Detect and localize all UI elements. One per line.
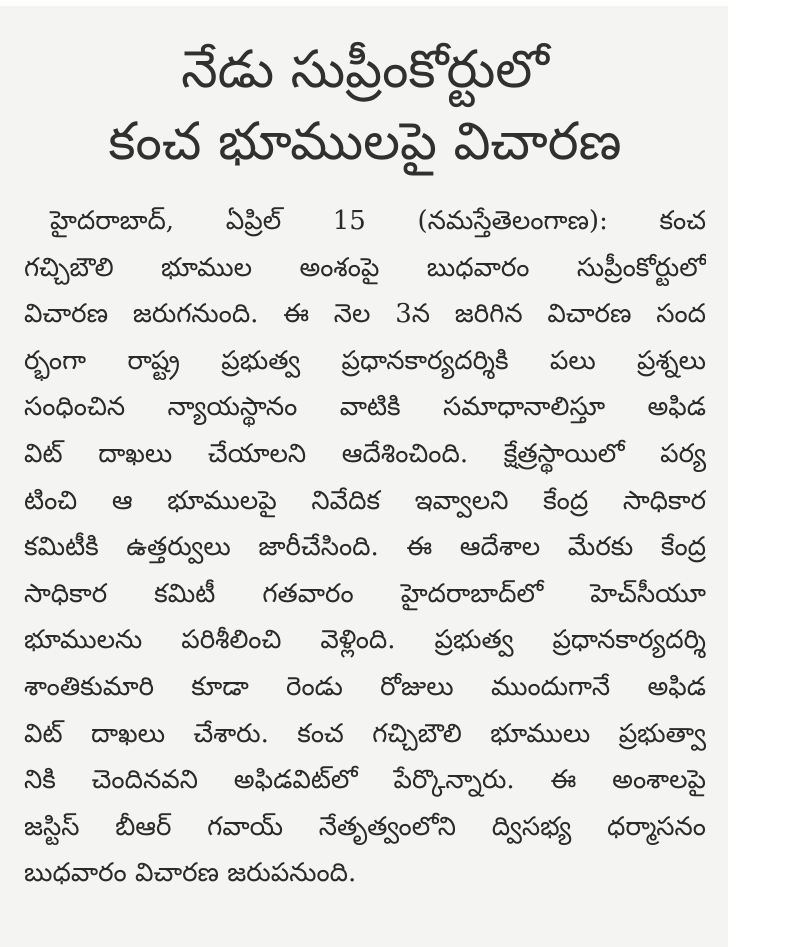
headline-line-1: నేడు సుప్రీంకోర్టులో <box>181 40 549 100</box>
body-line: సాధికార కమిటీ గతవారం హైదరాబాద్‌లో హెచ్‌సీయూ <box>24 578 706 609</box>
newspaper-clipping <box>0 6 728 947</box>
body-line: విట్ దాఖలు చేయాలని ఆదేశించింది. క్షేత్రస్థాయిలో పర్య <box>24 438 706 469</box>
body-line: గచ్చిబౌలి భూముల అంశంపై బుధవారం సుప్రీంకోర్టులో <box>24 252 706 283</box>
body-line: జస్టిస్ బీఆర్ గవాయ్ నేతృత్వంలోని ద్విసభ్య ధర్మాసనం <box>24 811 706 842</box>
body-line: సంధించిన న్యాయస్థానం వాటికి సమాధానాలిస్తూ అఫిడ <box>24 392 706 423</box>
body-line: విచారణ జరుగనుంది. ఈ నెల 3న జరిగిన విచారణ సంద <box>24 299 706 330</box>
body-line: శాంతికుమారి కూడా రెండు రోజులు ముందుగానే అఫిడ <box>24 671 706 702</box>
headline-line-2: కంచ భూములపై విచారణ <box>108 112 622 172</box>
article-body <box>24 198 706 897</box>
body-line: విట్ దాఖలు చేశారు. కంచ గచ్చిబౌలి భూములు ప్రభుత్వా <box>24 718 706 749</box>
headline <box>24 34 706 178</box>
body-line: ర్భంగా రాష్ట్ర ప్రభుత్వ ప్రధానకార్యదర్శికి పలు ప్రశ్నలు <box>24 345 706 376</box>
body-line: నికి చెందినవని అఫిడవిట్‌లో పేర్కొన్నారు. ఈ అంశాలపై <box>24 765 706 796</box>
body-line: బుధవారం విచారణ జరుపనుంది. <box>24 858 357 889</box>
body-line: భూములను పరిశీలించి వెళ్లింది. ప్రభుత్వ ప్రధానకార్యదర్శి <box>24 625 706 656</box>
body-line: హైదరాబాద్, ఏప్రిల్ 15 (నమస్తేతెలంగాణ): కంచ <box>50 206 706 236</box>
body-line: టించి ఆ భూములపై నివేదిక ఇవ్వాలని కేంద్ర సాధికార <box>24 485 706 516</box>
body-line: కమిటీకి ఉత్తర్వులు జారీచేసింది. ఈ ఆదేశాల మేరకు కేంద్ర <box>24 532 706 563</box>
